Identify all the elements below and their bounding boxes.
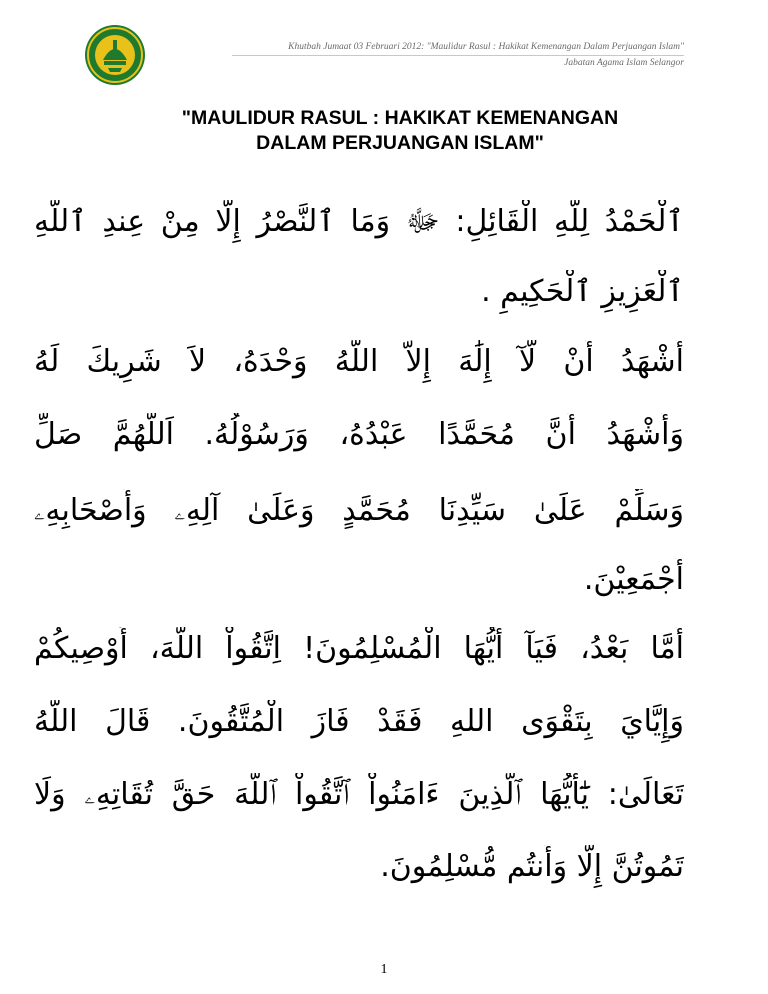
arabic-line: تَعَالَىٰ: يَٰٓأَيُّهَا ٱلَّذِينَ ءَامَنُواْ ٱتَّقُواْ ٱللَّهَ حَقَّ تُقَاتِهِۦ وَلَا: [34, 777, 684, 812]
page-number: 1: [380, 962, 388, 977]
title-line: DALAM PERJUANGAN ISLAM": [256, 132, 544, 154]
arabic-line: ٱلْحَمْدُ لِلَّهِ الْقَائِلِ: ﷻ وَمَا ٱلنَّصْرُ إِلَّا مِنْ عِندِ ٱللَّهِ: [34, 204, 684, 239]
arabic-line: وَسَلِّمْ عَلَىٰ سَيِّدِنَا مُحَمَّدٍ وَعَلَىٰ آلِهِۦ وَأَصْحَابِهِۦ: [34, 493, 684, 528]
jais-logo: [84, 24, 146, 86]
arabic-line: وَإِيَّايَ بِتَقْوَى اللهِ فَقَدْ فَازَ الْمُتَّقُونَ. قَالَ اللَّهُ: [34, 704, 684, 739]
arabic-line: أَشْهَدُ أَنْ لَّآ إِلَٰهَ إِلاَّ اللَّهُ وَحْدَهُ، لاَ شَرِيكَ لَهُ: [34, 344, 684, 379]
arabic-line: ٱلْعَزِيزِ ٱلْحَكِيمِ .: [481, 274, 684, 309]
document-title: [60, 106, 740, 156]
arabic-line: أَمَّا بَعْدُ، فَيَآ أَيُّهَا الْمُسْلِمُونَ! اِتَّقُواْ اللَّهَ، أُوْصِيكُمْ: [34, 631, 684, 666]
arabic-line: وَأَشْهَدُ أَنَّ مُحَمَّدًا عَبْدُهُ، وَرَسُوْلُهُ. اَللَّهُمَّ صَلِّ: [34, 417, 684, 452]
header-divider: [232, 55, 684, 56]
arabic-line: أَجْمَعِيْنَ.: [583, 562, 684, 597]
title-line: "MAULIDUR RASUL : HAKIKAT KEMENANGAN: [181, 107, 619, 129]
running-header-org: Jabatan Agama Islam Selangor: [564, 58, 684, 68]
arabic-line: تَمُوتُنَّ إِلَّا وَأَنتُم مُّسْلِمُونَ.: [380, 849, 684, 884]
running-header-title: Khutbah Jumaat 03 Februari 2012: "Maulidur Rasul : Hakikat Kemenangan Dalam Perjuangan Islam": [288, 42, 684, 52]
